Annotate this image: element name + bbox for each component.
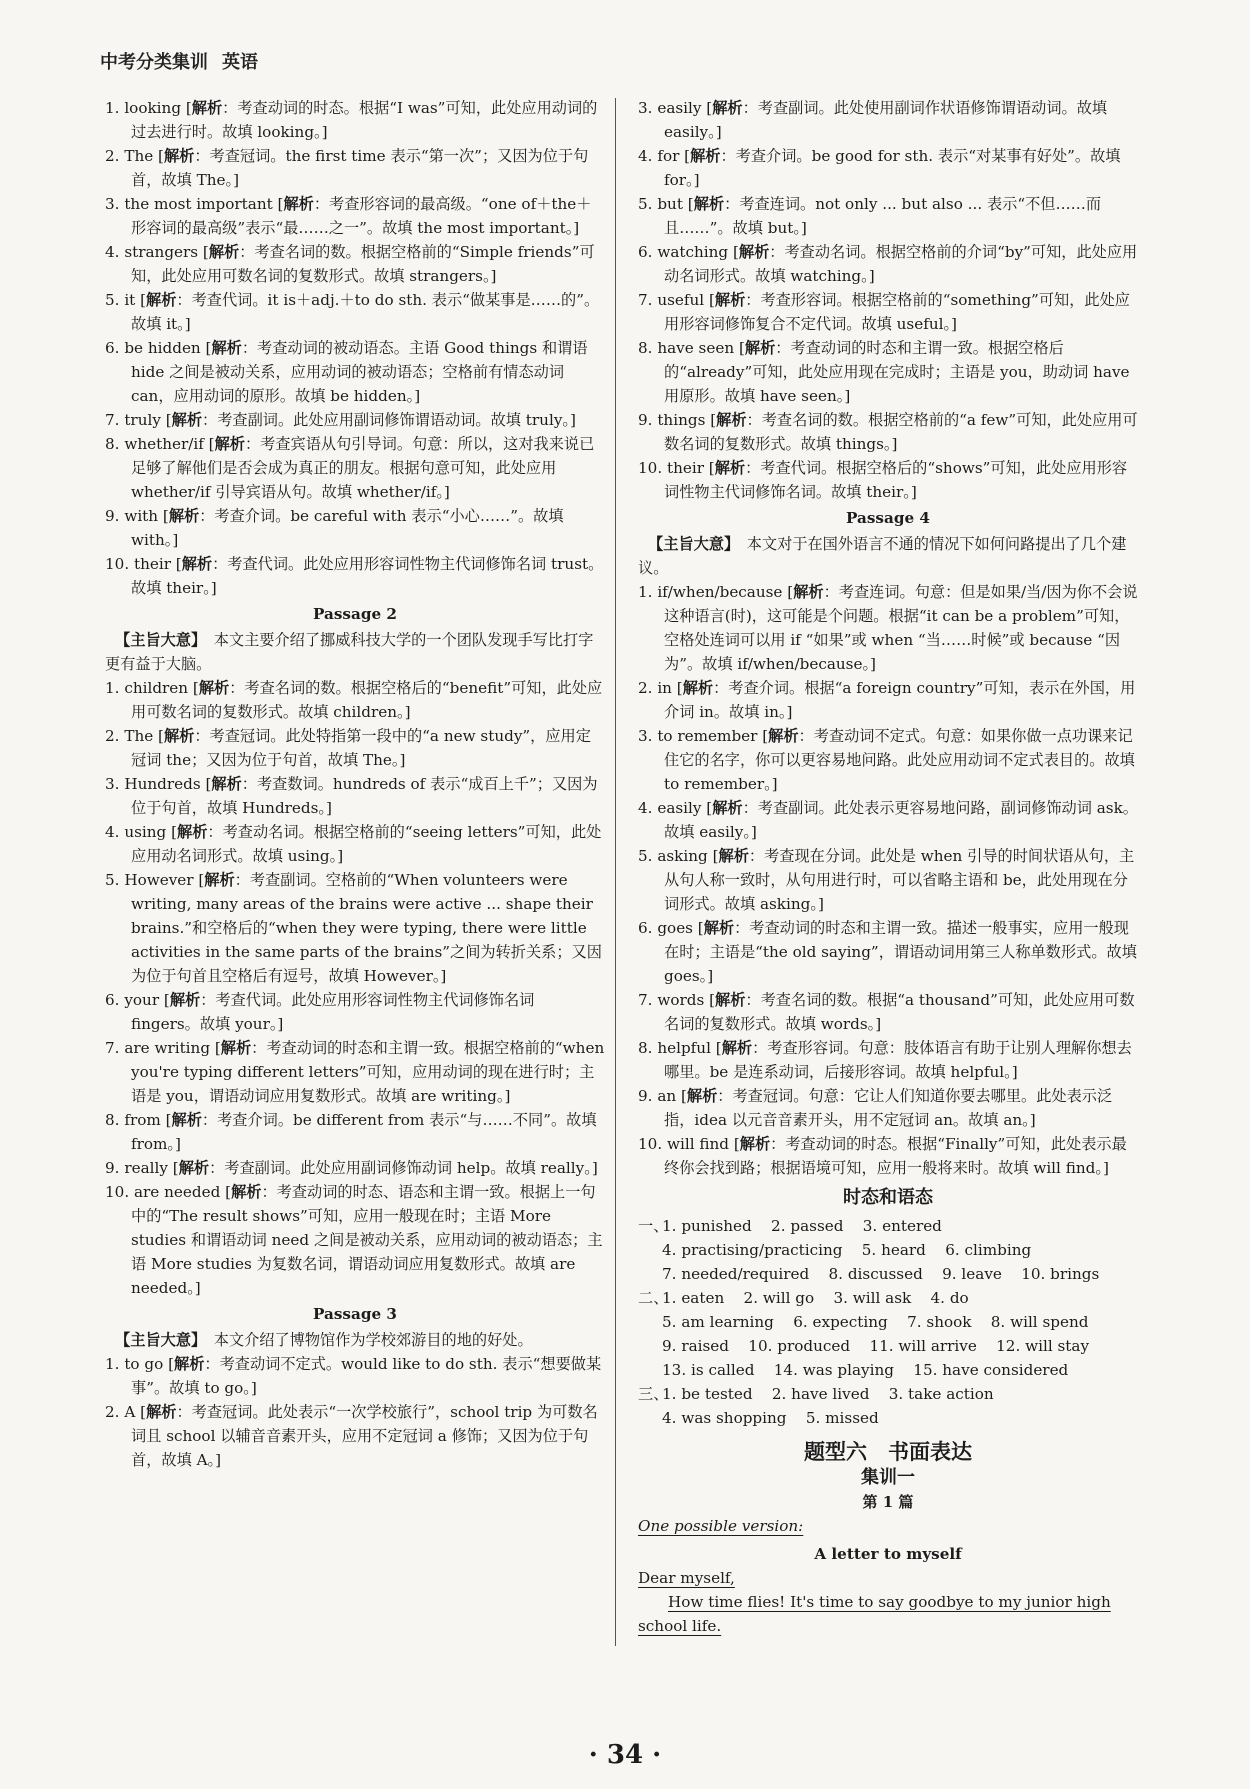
- passage-summary: [638, 532, 1138, 580]
- item-number: 4.: [638, 799, 658, 817]
- item-number: 3.: [638, 727, 658, 745]
- answer-item: [105, 724, 605, 772]
- analysis-label: 解析: [191, 99, 223, 117]
- row-answers: 5. am learning 6. expecting 7. shook 8. will spend: [662, 1313, 1089, 1331]
- item-answer: using [: [124, 823, 178, 841]
- analysis-label: 解析: [712, 799, 743, 817]
- analysis-label: 解析: [231, 1183, 262, 1201]
- item-explanation: ：考查连词。not only ... but also ... 表示“不但……而且……”。故填 but。]: [664, 195, 1102, 237]
- item-number: 9.: [105, 507, 125, 525]
- item-number: 8.: [638, 1039, 658, 1057]
- item-answer: if/when/because [: [657, 583, 794, 601]
- row-answers: 7. needed/required 8. discussed 9. leave 10. brings: [662, 1265, 1100, 1283]
- answer-item: [105, 1180, 605, 1300]
- item-number: 9.: [638, 411, 658, 429]
- answer-row: [638, 1334, 1138, 1358]
- item-answer: but [: [657, 195, 694, 213]
- item-explanation: ：考查动词的时态。根据“I was”可知，此处应用动词的过去进行时。故填 looking。]: [131, 99, 598, 141]
- item-number: 6.: [105, 339, 125, 357]
- analysis-label: 解析: [721, 1039, 753, 1057]
- item-number: 6.: [638, 919, 658, 937]
- item-answer: helpful [: [657, 1039, 722, 1057]
- answer-row: [638, 1286, 1138, 1310]
- passage-summary: [105, 1328, 605, 1352]
- item-number: 1.: [105, 99, 125, 117]
- item-number: 7.: [105, 411, 125, 429]
- item-explanation: ：考查动词不定式。would like to do sth. 表示“想要做某事”。故填 to go。]: [131, 1355, 602, 1397]
- row-answers: 9. raised 10. produced 11. will arrive 12. will stay: [662, 1337, 1090, 1355]
- item-explanation: ：考查介词。be different from 表示“与……不同”。故填 from。]: [131, 1111, 597, 1153]
- answer-row: [638, 1214, 1138, 1238]
- item-number: 5.: [105, 291, 125, 309]
- item-explanation: ：考查冠词。the first time 表示“第一次”；又因为位于句首，故填 The。]: [131, 147, 589, 189]
- analysis-label: 解析: [718, 847, 749, 865]
- analysis-label: 解析: [171, 411, 203, 429]
- item-number: 10.: [638, 1135, 667, 1153]
- answer-item: [638, 724, 1138, 796]
- analysis-label: 解析: [146, 1403, 177, 1421]
- answer-item: [105, 868, 605, 988]
- item-number: 4.: [638, 147, 658, 165]
- item-answer: are writing [: [124, 1039, 221, 1057]
- item-number: 10.: [638, 459, 667, 477]
- analysis-label: 解析: [146, 291, 177, 309]
- item-number: 3.: [105, 195, 125, 213]
- section-title: 时态和语态: [843, 1187, 933, 1208]
- item-answer: an [: [657, 1087, 687, 1105]
- answer-item: [638, 456, 1138, 504]
- summary-text: 本文主要介绍了挪威科技大学的一个团队发现手写比打字更有益于大脑。: [105, 631, 594, 673]
- passage-heading: Passage 3: [313, 1305, 397, 1323]
- item-number: 2.: [638, 679, 658, 697]
- letter-body: How time flies! It's time to say goodbye to my junior high school life.: [638, 1593, 1111, 1635]
- page-header: [100, 48, 258, 74]
- item-number: 3.: [638, 99, 658, 117]
- analysis-label: 解析: [220, 1039, 252, 1057]
- analysis-label: 解析: [283, 195, 314, 213]
- item-number: 6.: [638, 243, 658, 261]
- answer-item: [638, 844, 1138, 916]
- item-number: 4.: [105, 823, 125, 841]
- item-explanation: ：考查动词的时态。根据“Finally”可知，此处表示最终你会找到路；根据语境可知，应用一般将来时。故填 will find。]: [664, 1135, 1127, 1177]
- item-answer: your [: [124, 991, 170, 1009]
- item-answer: whether/if [: [124, 435, 215, 453]
- item-explanation: ：考查副词。此处应用副词修饰动词 help。故填 really。]: [209, 1159, 598, 1177]
- item-number: 8.: [638, 339, 658, 357]
- item-answer: to go [: [124, 1355, 175, 1373]
- answer-item: [105, 432, 605, 504]
- item-number: 7.: [638, 291, 658, 309]
- item-number: 2.: [105, 1403, 125, 1421]
- item-answer: easily [: [657, 99, 713, 117]
- item-answer: Hundreds [: [124, 775, 212, 793]
- answer-row: [638, 1382, 1138, 1406]
- passage-heading: Passage 2: [313, 605, 397, 623]
- item-number: 9.: [105, 1159, 125, 1177]
- item-answer: easily [: [657, 799, 713, 817]
- answer-item: [105, 504, 605, 552]
- answer-item: [638, 796, 1138, 844]
- item-answer: be hidden [: [124, 339, 212, 357]
- analysis-label: 解析: [693, 195, 725, 213]
- summary-label: 【主旨大意】: [115, 631, 199, 649]
- item-explanation: ：考查名词的数。根据空格后的“benefit”可知，此处应用可数名词的复数形式。故填 children。]: [131, 679, 603, 721]
- item-explanation: ：考查介词。be careful with 表示“小心……”。故填 with。]: [131, 507, 564, 549]
- analysis-label: 解析: [714, 291, 746, 309]
- answer-item: [105, 1036, 605, 1108]
- item-explanation: ：考查名词的数。根据空格前的“a few”可知，此处应用可数名词的复数形式。故填 things。]: [664, 411, 1138, 453]
- item-explanation: ：考查连词。句意：但是如果/当/因为你不会说这种语言(时)，这可能是个问题。根据“it can be a problem”可知，空格处连词可以用 if “如果”或 when “当……时候”或 because “因为”。故填 if/when/because。]: [664, 583, 1138, 673]
- item-explanation: ：考查动词的被动语态。主语 Good things 和谓语 hide 之间是被动关系，应用动词的被动语态；空格前有情态动词 can，应用动词的原形。故填 be hidden。]: [131, 339, 588, 405]
- answer-item: [105, 144, 605, 192]
- item-answer: to remember [: [657, 727, 769, 745]
- analysis-label: 解析: [171, 1111, 202, 1129]
- item-explanation: ：考查副词。空格前的“When volunteers were writing, many areas of the brains were active ... shape their brains.”和空格后的“when they were typing, there were little activities in the same parts of the brains”之间为转折关系；又因为位于句首且空格后有逗号，故填 However。]: [131, 871, 602, 985]
- item-answer: goes [: [657, 919, 704, 937]
- answer-item: [638, 336, 1138, 408]
- item-answer: useful [: [657, 291, 715, 309]
- answer-item: [105, 336, 605, 408]
- subject-label: 英语: [222, 52, 258, 73]
- item-explanation: ：考查介词。根据“a foreign country”可知，表示在外国，用介词 in。故填 in。]: [664, 679, 1136, 721]
- analysis-label: 解析: [712, 99, 743, 117]
- item-number: 3.: [105, 775, 125, 793]
- row-lead: 二、: [638, 1289, 669, 1307]
- answer-item: [105, 1108, 605, 1156]
- item-explanation: ：考查现在分词。此处是 when 引导的时间状语从句，主从句人称一致时，从句用进行时，可以省略主语和 be，此处用现在分词形式。故填 asking。]: [664, 847, 1135, 913]
- item-answer: are needed [: [133, 1183, 232, 1201]
- question-type-title: 题型六 书面表达: [804, 1440, 972, 1464]
- analysis-label: 解析: [198, 679, 230, 697]
- item-answer: their [: [133, 555, 182, 573]
- answer-row: [638, 1358, 1138, 1382]
- item-explanation: ：考查形容词。句意：肢体语言有助于让别人理解你想去哪里。be 是连系动词，后接形容词。故填 helpful。]: [664, 1039, 1132, 1081]
- analysis-label: 解析: [163, 727, 195, 745]
- item-number: 4.: [105, 243, 125, 261]
- answer-item: [105, 820, 605, 868]
- answer-item: [105, 772, 605, 820]
- item-answer: children [: [124, 679, 199, 697]
- answer-item: [105, 408, 605, 432]
- item-explanation: ：考查动词的时态、语态和主谓一致。根据上一句中的“The result shows”可知，应用一般现在时；主语 More studies 和谓语动词 need 之间是被动关系，应用动词的被动语态；主语 More studies 为复数名词，谓语动词应用复数形式。故填 are needed。]: [131, 1183, 603, 1297]
- item-answer: looking [: [124, 99, 192, 117]
- item-explanation: ：考查代词。it is＋adj.＋to do sth. 表示“做某事是……的”。故填 it。]: [131, 291, 600, 333]
- item-explanation: ：考查动词的时态和主谓一致。根据空格前的“when you're typing different letters”可知，应用动词的现在进行时；主语是 you，谓语动词应用复数形式。故填 are writing。]: [131, 1039, 605, 1105]
- row-answers: 1. eaten 2. will go 3. will ask 4. do: [662, 1289, 969, 1307]
- answer-row: [638, 1310, 1138, 1334]
- item-number: 7.: [638, 991, 658, 1009]
- row-lead: 一、: [638, 1217, 669, 1235]
- item-answer: things [: [657, 411, 717, 429]
- analysis-label: 解析: [169, 991, 201, 1009]
- item-answer: with [: [124, 507, 169, 525]
- item-explanation: ：考查冠词。句意：它让人们知道你要去哪里。此处表示泛指，idea 以元音音素开头，用不定冠词 an。故填 an。]: [664, 1087, 1113, 1129]
- item-explanation: ：考查介词。be good for sth. 表示“对某事有好处”。故填 for。]: [664, 147, 1121, 189]
- analysis-label: 解析: [204, 871, 235, 889]
- row-answers: 4. practising/practicing 5. heard 6. climbing: [662, 1241, 1032, 1259]
- answer-item: [105, 288, 605, 336]
- item-answer: words [: [657, 991, 716, 1009]
- answer-item: [638, 96, 1138, 144]
- item-number: 5.: [105, 871, 125, 889]
- passage-summary: [105, 628, 605, 676]
- answer-row: [638, 1262, 1138, 1286]
- analysis-label: 解析: [744, 339, 776, 357]
- analysis-label: 解析: [768, 727, 799, 745]
- answer-item: [638, 1036, 1138, 1084]
- item-number: 10.: [105, 1183, 134, 1201]
- item-explanation: ：考查动名词。根据空格前的介词“by”可知，此处应用动名词形式。故填 watching。]: [664, 243, 1138, 285]
- answer-item: [638, 144, 1138, 192]
- answer-item: [105, 1156, 605, 1180]
- item-answer: truly [: [124, 411, 172, 429]
- answer-item: [638, 1084, 1138, 1132]
- answer-item: [638, 916, 1138, 988]
- item-number: 10.: [105, 555, 134, 573]
- row-answers: 1. be tested 2. have lived 3. take action: [662, 1385, 994, 1403]
- item-explanation: ：考查动名词。根据空格前的“seeing letters”可知，此处应用动名词形式。故填 using。]: [131, 823, 602, 865]
- left-column: [105, 96, 605, 1472]
- item-answer: the most important [: [124, 195, 284, 213]
- answer-item: [638, 192, 1138, 240]
- item-answer: The [: [124, 727, 164, 745]
- analysis-label: 解析: [739, 1135, 771, 1153]
- analysis-label: 解析: [214, 435, 245, 453]
- training-title: 集训一: [861, 1467, 915, 1488]
- item-explanation: ：考查代词。此处应用形容词性物主代词修饰名词 trust。故填 their。]: [131, 555, 604, 597]
- item-number: 9.: [638, 1087, 658, 1105]
- item-explanation: ：考查动词的时态和主谓一致。根据空格后的“already”可知，此处应用现在完成时；主语是 you，助动词 have 用原形。故填 have seen。]: [664, 339, 1130, 405]
- analysis-label: 解析: [163, 147, 195, 165]
- item-number: 2.: [105, 727, 125, 745]
- item-answer: have seen [: [657, 339, 745, 357]
- item-answer: asking [: [657, 847, 719, 865]
- answer-row: [638, 1238, 1138, 1262]
- item-answer: their [: [666, 459, 715, 477]
- item-explanation: ：考查副词。此处表示更容易地问路，副词修饰动词 ask。故填 easily。]: [664, 799, 1138, 841]
- item-explanation: ：考查动词的时态和主谓一致。描述一般事实，应用一般现在时；主语是“the old saying”，谓语动词用第三人称单数形式。故填 goes。]: [664, 919, 1137, 985]
- row-answers: 13. is called 14. was playing 15. have considered: [662, 1361, 1069, 1379]
- answer-item: [638, 408, 1138, 456]
- analysis-label: 解析: [686, 1087, 718, 1105]
- analysis-label: 解析: [211, 775, 242, 793]
- book-title: 中考分类集训: [100, 52, 208, 73]
- analysis-label: 解析: [181, 555, 213, 573]
- item-explanation: ：考查名词的数。根据空格前的“Simple friends”可知，此处应用可数名词的复数形式。故填 strangers。]: [131, 243, 595, 285]
- version-label: One possible version:: [638, 1517, 804, 1535]
- answer-item: [105, 1400, 605, 1472]
- item-answer: from [: [124, 1111, 172, 1129]
- analysis-label: 解析: [738, 243, 770, 261]
- answer-item: [638, 676, 1138, 724]
- item-answer: in [: [657, 679, 683, 697]
- answer-item: [105, 1352, 605, 1400]
- answer-item: [105, 552, 605, 600]
- item-number: 1.: [105, 1355, 125, 1373]
- item-number: 2.: [105, 147, 125, 165]
- item-number: 8.: [105, 1111, 125, 1129]
- answer-item: [105, 192, 605, 240]
- item-explanation: ：考查形容词。根据空格前的“something”可知，此处应用形容词修饰复合不定代词。故填 useful。]: [664, 291, 1130, 333]
- right-column: [638, 96, 1138, 1638]
- row-lead: 三、: [638, 1385, 669, 1403]
- analysis-label: 解析: [714, 459, 746, 477]
- analysis-label: 解析: [178, 1159, 210, 1177]
- answer-item: [638, 988, 1138, 1036]
- item-explanation: ：考查数词。hundreds of 表示“成百上千”；又因为位于句首，故填 Hundreds。]: [131, 775, 598, 817]
- item-answer: really [: [124, 1159, 179, 1177]
- item-explanation: ：考查冠词。此处特指第一段中的“a new study”，应用定冠词 the；又因为位于句首，故填 The。]: [131, 727, 591, 769]
- summary-text: 本文介绍了博物馆作为学校郊游目的地的好处。: [198, 1331, 533, 1349]
- item-number: 5.: [638, 847, 658, 865]
- analysis-label: 解析: [177, 823, 208, 841]
- analysis-label: 解析: [703, 919, 735, 937]
- item-answer: watching [: [657, 243, 739, 261]
- answer-item: [105, 676, 605, 724]
- answer-item: [638, 580, 1138, 676]
- analysis-label: 解析: [793, 583, 824, 601]
- item-number: 5.: [638, 195, 658, 213]
- item-number: 8.: [105, 435, 125, 453]
- essay-number: 第 1 篇: [862, 1493, 914, 1511]
- answer-item: [105, 240, 605, 288]
- answer-item: [638, 288, 1138, 336]
- item-explanation: ：考查副词。此处使用副词作状语修饰谓语动词。故填 easily。]: [664, 99, 1108, 141]
- passage-heading: Passage 4: [846, 509, 930, 527]
- item-explanation: ：考查代词。根据空格后的“shows”可知，此处应用形容词性物主代词修饰名词。故填 their。]: [664, 459, 1128, 501]
- item-explanation: ：考查宾语从句引导词。句意：所以，这对我来说已足够了解他们是否会成为真正的朋友。根据句意可知，此处应用 whether/if 引导宾语从句。故填 whether/if。]: [131, 435, 595, 501]
- item-number: 6.: [105, 991, 125, 1009]
- row-answers: 4. was shopping 5. missed: [662, 1409, 879, 1427]
- item-answer: strangers [: [124, 243, 209, 261]
- item-number: 1.: [638, 583, 658, 601]
- item-answer: will find [: [666, 1135, 740, 1153]
- summary-text: 本文对于在国外语言不通的情况下如何问路提出了几个建议。: [638, 535, 1127, 577]
- answer-item: [105, 988, 605, 1036]
- item-number: 7.: [105, 1039, 125, 1057]
- item-explanation: ：考查副词。此处应用副词修饰谓语动词。故填 truly。]: [202, 411, 576, 429]
- item-answer: However [: [124, 871, 205, 889]
- item-explanation: ：考查代词。此处应用形容词性物主代词修饰名词 fingers。故填 your。]: [131, 991, 535, 1033]
- row-answers: 1. punished 2. passed 3. entered: [662, 1217, 942, 1235]
- analysis-label: 解析: [208, 243, 240, 261]
- analysis-label: 解析: [716, 411, 747, 429]
- answer-item: [638, 1132, 1138, 1180]
- answer-item: [638, 240, 1138, 288]
- item-number: 1.: [105, 679, 125, 697]
- analysis-label: 解析: [690, 147, 721, 165]
- analysis-label: 解析: [174, 1355, 205, 1373]
- item-explanation: ：考查动词不定式。句意：如果你做一点功课来记住它的名字，你可以更容易地问路。此处应用动词不定式表目的。故填 to remember。]: [664, 727, 1135, 793]
- analysis-label: 解析: [715, 991, 746, 1009]
- analysis-label: 解析: [211, 339, 242, 357]
- answer-item: [105, 96, 605, 144]
- answer-row: [638, 1406, 1138, 1430]
- item-answer: it [: [124, 291, 147, 309]
- page-number: · 34 ·: [588, 1740, 662, 1770]
- summary-label: 【主旨大意】: [648, 535, 732, 553]
- item-explanation: ：考查冠词。此处表示“一次学校旅行”，school trip 为可数名词且 school 以辅音音素开头，应用不定冠词 a 修饰；又因为位于句首，故填 A。]: [131, 1403, 598, 1469]
- item-answer: A [: [124, 1403, 147, 1421]
- letter-greeting: Dear myself,: [638, 1569, 735, 1587]
- column-divider: [615, 98, 616, 1646]
- item-answer: The [: [124, 147, 164, 165]
- analysis-label: 解析: [168, 507, 200, 525]
- item-answer: for [: [657, 147, 691, 165]
- item-explanation: ：考查名词的数。根据“a thousand”可知，此处应用可数名词的复数形式。故填 words。]: [664, 991, 1135, 1033]
- analysis-label: 解析: [682, 679, 714, 697]
- summary-label: 【主旨大意】: [115, 1331, 199, 1349]
- item-explanation: ：考查形容词的最高级。“one of＋the＋形容词的最高级”表示“最……之一”。故填 the most important。]: [131, 195, 592, 237]
- letter-title: A letter to myself: [814, 1545, 962, 1563]
